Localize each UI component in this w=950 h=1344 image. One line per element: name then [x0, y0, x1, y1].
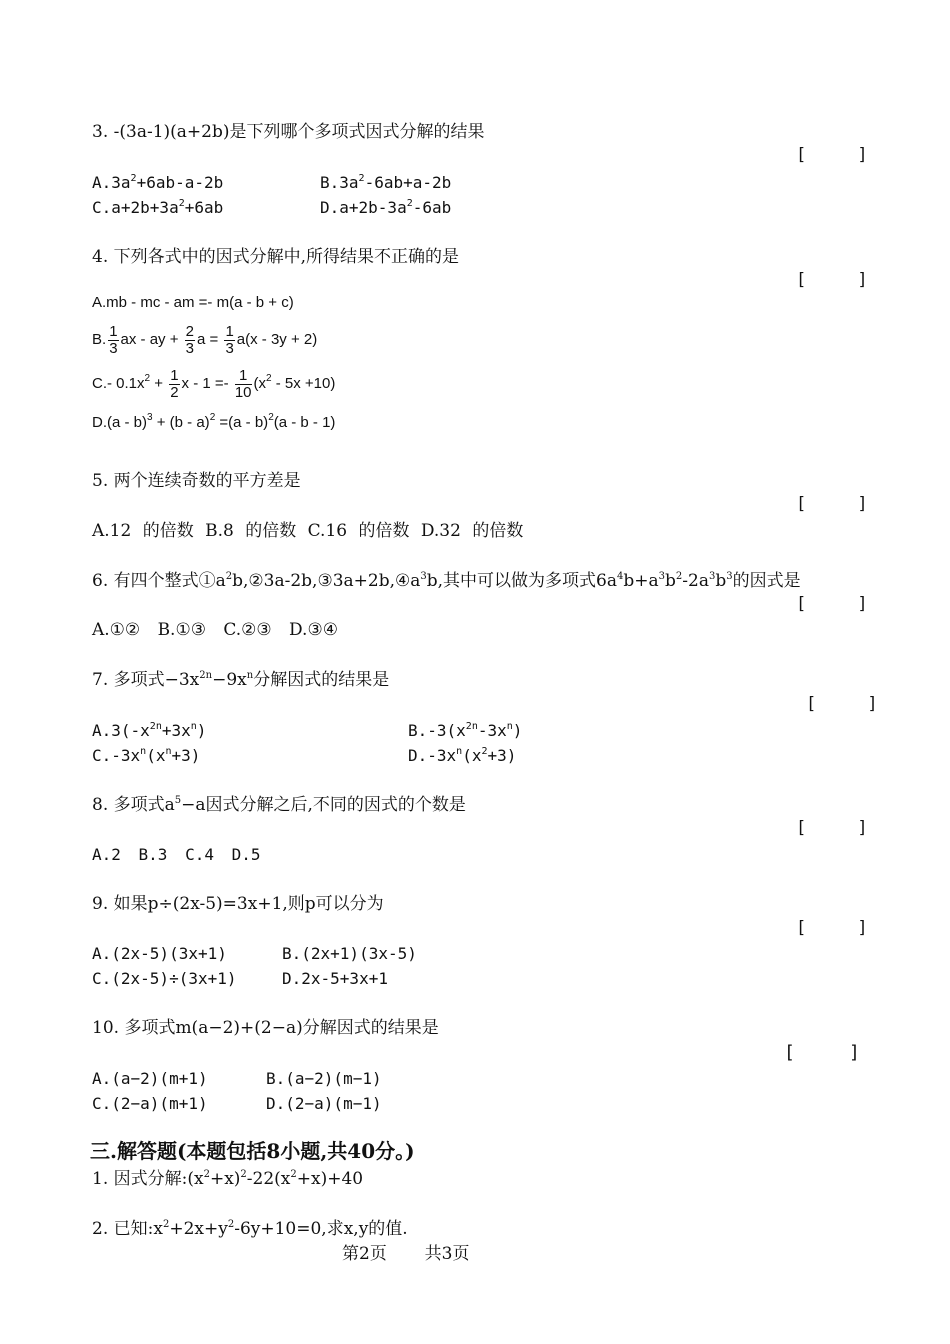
- q8-answer-bracket: [ ]: [796, 818, 868, 838]
- q10-option-d: D.(2−a)(m−1): [266, 1094, 382, 1113]
- q5-options: A.12 的倍数 B.8 的倍数 C.16 的倍数 D.32 的倍数: [92, 521, 524, 541]
- q5-stem: 5. 两个连续奇数的平方差是: [92, 471, 301, 491]
- q3-answer-bracket: [ ]: [796, 145, 868, 165]
- q4-option-d: D.(a - b)$^3$ + (b - a)$^2$ =(a - b)$^2$(a - b - 1): [92, 412, 336, 431]
- q3-option-a: $A.3a^2+6ab-a-2b$: [92, 173, 224, 192]
- q6-stem: 6. 有四个整式$①a^2b,②3a-2b,③3a+2b,④a^3b$,其中可以做为多项式$6a^4b+a^3b^2-2a^3b^3$的因式是: [92, 571, 801, 591]
- q10-option-a: A.(a−2)(m+1): [92, 1069, 208, 1088]
- q4-stem: 4. 下列各式中的因式分解中,所得结果不正确的是: [92, 247, 460, 267]
- section-3-title: 三.解答题(本题包括8小题,共40分。): [90, 1139, 415, 1163]
- q7-option-d: $D.-3x^n(x^2+3)$: [408, 746, 517, 765]
- q3-option-d: $D.a+2b-3a^2-6ab$: [320, 198, 452, 217]
- q4-option-c: C.- $0.1x^2$ + $\frac{1}{2}$ x - 1 =- $\frac{1}{10}$ $(x^2 - 5x +10)$: [92, 366, 336, 401]
- q7-stem: 7. 多项式$-3x^{2n}-9x^n$分解因式的结果是: [92, 670, 390, 690]
- q10-option-c: C.(2−a)(m+1): [92, 1094, 208, 1113]
- q9-option-d: D.2x-5+3x+1: [282, 969, 388, 988]
- q7-option-b: $B.-3(x^{2n}-3x^n)$: [408, 721, 523, 740]
- q4-option-b: B. $\frac{1}{3}$ ax - ay + $\frac{2}{3}$ a = $\frac{1}{3}$ a(x - 3y + 2): [92, 322, 318, 357]
- q8-options: A.2 B.3 C.4 D.5: [92, 845, 261, 864]
- q4-option-a: A.mb - mc - am =- m(a - b + c): [92, 294, 294, 311]
- q5-answer-bracket: [ ]: [796, 494, 868, 514]
- q6-options: A.①② B.①③ C.②③ D.③④: [92, 620, 338, 640]
- q10-stem: 10. 多项式m(a−2)+(2−a)分解因式的结果是: [92, 1018, 439, 1038]
- q6-answer-bracket: [ ]: [796, 594, 868, 614]
- q9-option-b: B.(2x+1)(3x-5): [282, 944, 417, 963]
- q3-stem: 3. -(3a-1)(a+2b)是下列哪个多项式因式分解的结果: [92, 122, 485, 142]
- page-footer: 第2页 共3页: [342, 1244, 470, 1264]
- q3-option-c: $C.a+2b+3a^2+6ab$: [92, 198, 224, 217]
- q4-answer-bracket: [ ]: [796, 270, 868, 290]
- q9-answer-bracket: [ ]: [796, 918, 868, 938]
- q9-option-a: A.(2x-5)(3x+1): [92, 944, 227, 963]
- q10-option-b: B.(a−2)(m−1): [266, 1069, 382, 1088]
- q9-stem: 9. 如果p÷(2x-5)=3x+1,则p可以分为: [92, 894, 384, 914]
- q7-answer-bracket: [ ]: [806, 694, 878, 714]
- q8-stem: 8. 多项式$a^5-a$因式分解之后,不同的因式的个数是: [92, 795, 466, 815]
- q3-option-b: $B.3a^2-6ab+a-2b$: [320, 173, 452, 192]
- section-3-q2: 2. 已知$:x^2+2x+y^2-6y+10=0$,求x,y的值.: [92, 1219, 408, 1239]
- q7-option-a: $A.3(-x^{2n}+3x^n)$: [92, 721, 207, 740]
- q7-option-c: $C.-3x^n(x^n+3)$: [92, 746, 201, 765]
- q10-answer-bracket: [ ]: [784, 1042, 860, 1063]
- section-3-q1: 1. 因式分解$:(x^2+x)^2-22(x^2+x)+40$: [92, 1169, 364, 1189]
- q9-option-c: C.(2x-5)÷(3x+1): [92, 969, 237, 988]
